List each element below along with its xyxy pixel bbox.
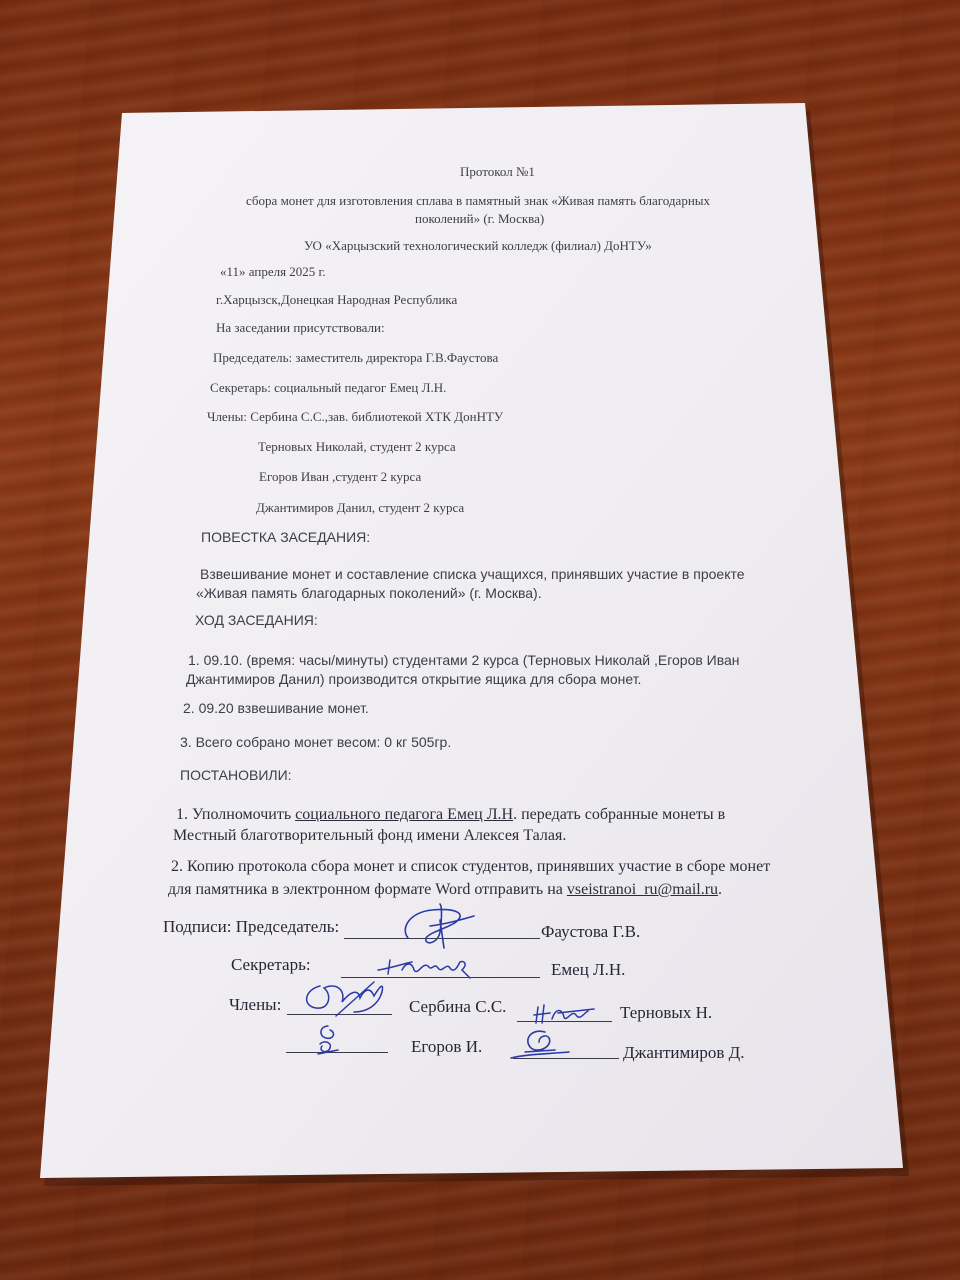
agenda-heading: ПОВЕСТКА ЗАСЕДАНИЯ:	[201, 529, 371, 545]
resolution-1-underlined: социального педагога Емец Л.Н	[295, 806, 514, 823]
members-line-4: Джантимиров Данил, студент 2 курса	[256, 500, 465, 515]
resolved-heading: ПОСТАНОВИЛИ:	[180, 767, 292, 783]
resolution-1-suffix: . передать собранные монеты в	[513, 806, 726, 823]
signatures-label: Подписи: Председатель:	[163, 917, 340, 936]
present-label: На заседании присутствовали:	[216, 320, 385, 335]
chairman-line: Председатель: заместитель директора Г.В.Фаустова	[213, 350, 499, 365]
secretary-line: Секретарь: социальный педагог Емец Л.Н.	[210, 380, 447, 395]
proceedings-item-2: 2. 09.20 взвешивание монет.	[183, 700, 369, 716]
signature-mark-member4	[505, 1024, 575, 1064]
proceedings-item-3: 3. Всего собрано монет весом: 0 кг 505гр.	[180, 734, 452, 750]
signature-secretary-name: Емец Л.Н.	[551, 960, 626, 979]
protocol-date: «11» апреля 2025 г.	[220, 264, 326, 279]
resolution-1-prefix: 1. Уполномочить	[176, 806, 296, 823]
signature-member4-name: Джантимиров Д.	[623, 1043, 745, 1062]
signature-member2-name: Терновых Н.	[620, 1003, 713, 1022]
signature-mark-member3	[308, 1020, 348, 1060]
proceedings-item-1-line2: Джантимиров Данил) производится открытие ящика для сбора монет.	[186, 671, 642, 687]
resolution-2-suffix: .	[718, 881, 723, 898]
resolution-2-prefix: для памятника в электронном формате Word отправить на	[168, 881, 567, 898]
signature-members-label: Члены:	[229, 995, 282, 1014]
members-line-2: Терновых Николай, студент 2 курса	[258, 439, 456, 454]
resolution-1-line2: Местный благотворительный фонд имени Алексея Талая.	[173, 827, 567, 844]
resolution-2-line2	[168, 881, 722, 899]
protocol-subtitle-line1: сбора монет для изготовления сплава в памятный знак «Живая память благодарных	[246, 193, 711, 208]
signature-member1-name: Сербина С.С.	[409, 997, 507, 1016]
protocol-place: г.Харцызск,Донецкая Народная Республика	[216, 292, 458, 307]
signature-member3-name: Егоров И.	[411, 1037, 483, 1056]
resolution-2-line1: 2. Копию протокола сбора монет и список студентов, принявших участие в сборе монет	[171, 858, 771, 875]
proceedings-item-1-line1: 1. 09.10. (время: часы/минуты) студентами 2 курса (Терновых Николай ,Егоров Иван	[188, 652, 740, 668]
organization: УО «Харцызский технологический колледж (филиал) ДоНТУ»	[304, 238, 652, 253]
protocol-title: Протокол №1	[460, 164, 535, 179]
signature-secretary-label: Секретарь:	[231, 955, 311, 974]
agenda-line-2: «Живая память благодарных поколений» (г. Москва).	[196, 585, 542, 601]
members-line-1: Члены: Сербина С.С.,зав. библиотекой ХТК ДонНТУ	[207, 409, 504, 424]
members-line-3: Егоров Иван ,студент 2 курса	[259, 469, 422, 484]
agenda-line-1: Взвешивание монет и составление списка учащихся, принявших участие в проекте	[200, 566, 745, 582]
signature-chairman-name: Фаустова Г.В.	[541, 922, 641, 941]
protocol-subtitle-line2: поколений» (г. Москва)	[415, 211, 545, 226]
signature-mark-member1	[296, 972, 396, 1024]
proceedings-heading: ХОД ЗАСЕДАНИЯ:	[195, 612, 318, 628]
resolution-2-email: vseistranoi_ru@mail.ru	[566, 881, 719, 898]
resolution-1-line1	[176, 806, 725, 824]
